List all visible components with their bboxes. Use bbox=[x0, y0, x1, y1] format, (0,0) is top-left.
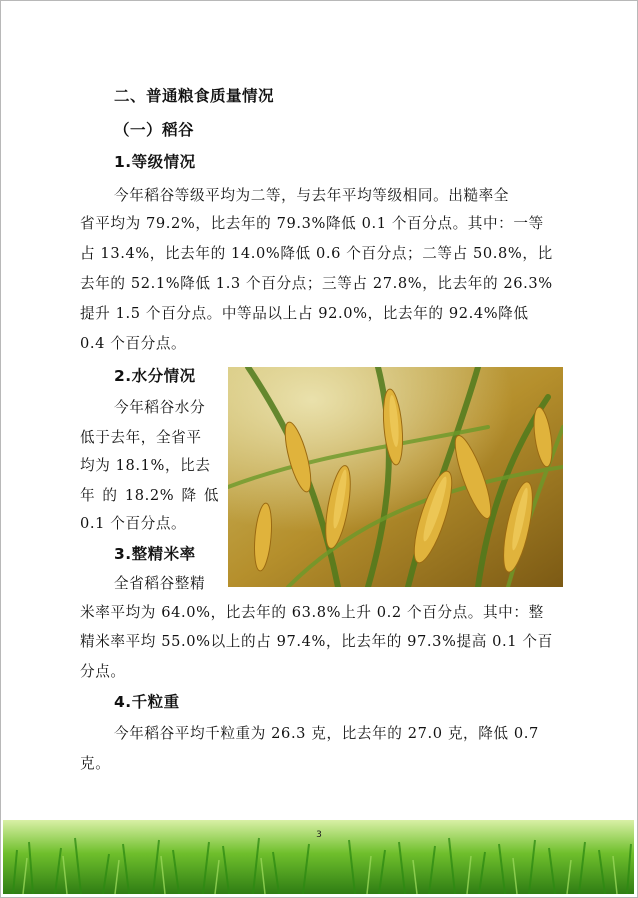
grade-heading: 1.等级情况 bbox=[114, 153, 196, 171]
milling-line: 全省稻谷整精 bbox=[114, 575, 206, 592]
grade-line: 今年稻谷等级平均为二等，与去年平均等级相同。出糙率全 bbox=[114, 187, 510, 204]
section-title: 二、普通粮食质量情况 bbox=[114, 87, 275, 105]
grade-line: 省平均为 79.2%，比去年的 79.3%降低 0.1 个百分点。其中：一等 bbox=[80, 215, 544, 232]
weight-line: 克。 bbox=[80, 755, 111, 772]
milling-line: 精米率平均 55.0%以上的占 97.4%，比去年的 97.3%提高 0.1 个百 bbox=[80, 633, 553, 650]
milling-line: 分点。 bbox=[80, 663, 126, 680]
rice-photo bbox=[228, 367, 563, 587]
weight-heading: 4.千粒重 bbox=[114, 693, 180, 711]
moisture-heading: 2.水分情况 bbox=[114, 367, 196, 385]
page-number: 3 bbox=[316, 830, 322, 840]
moisture-line: 低于去年，全省平 bbox=[80, 429, 202, 446]
milling-line: 米率平均为 64.0%，比去年的 63.8%上升 0.2 个百分点。其中：整 bbox=[80, 604, 544, 621]
moisture-line: 均为 18.1%，比去 bbox=[80, 457, 211, 474]
grade-line: 提升 1.5 个百分点。中等品以上占 92.0%，比去年的 92.4%降低 bbox=[80, 305, 529, 322]
grade-line: 去年的 52.1%降低 1.3 个百分点；三等占 27.8%，比去年的 26.3% bbox=[80, 275, 553, 292]
grade-line: 0.4 个百分点。 bbox=[80, 335, 187, 352]
weight-line: 今年稻谷平均千粒重为 26.3 克，比去年的 27.0 克，降低 0.7 bbox=[114, 725, 539, 742]
moisture-line: 今年稻谷水分 bbox=[114, 399, 206, 416]
moisture-line: 0.1 个百分点。 bbox=[80, 515, 187, 532]
subsection-title: （一）稻谷 bbox=[114, 121, 195, 139]
grade-line: 占 13.4%，比去年的 14.0%降低 0.6 个百分点；二等占 50.8%，比 bbox=[80, 245, 553, 262]
moisture-line: 年 的 18.2% 降 低 bbox=[80, 487, 220, 504]
milling-heading: 3.整精米率 bbox=[114, 545, 196, 563]
